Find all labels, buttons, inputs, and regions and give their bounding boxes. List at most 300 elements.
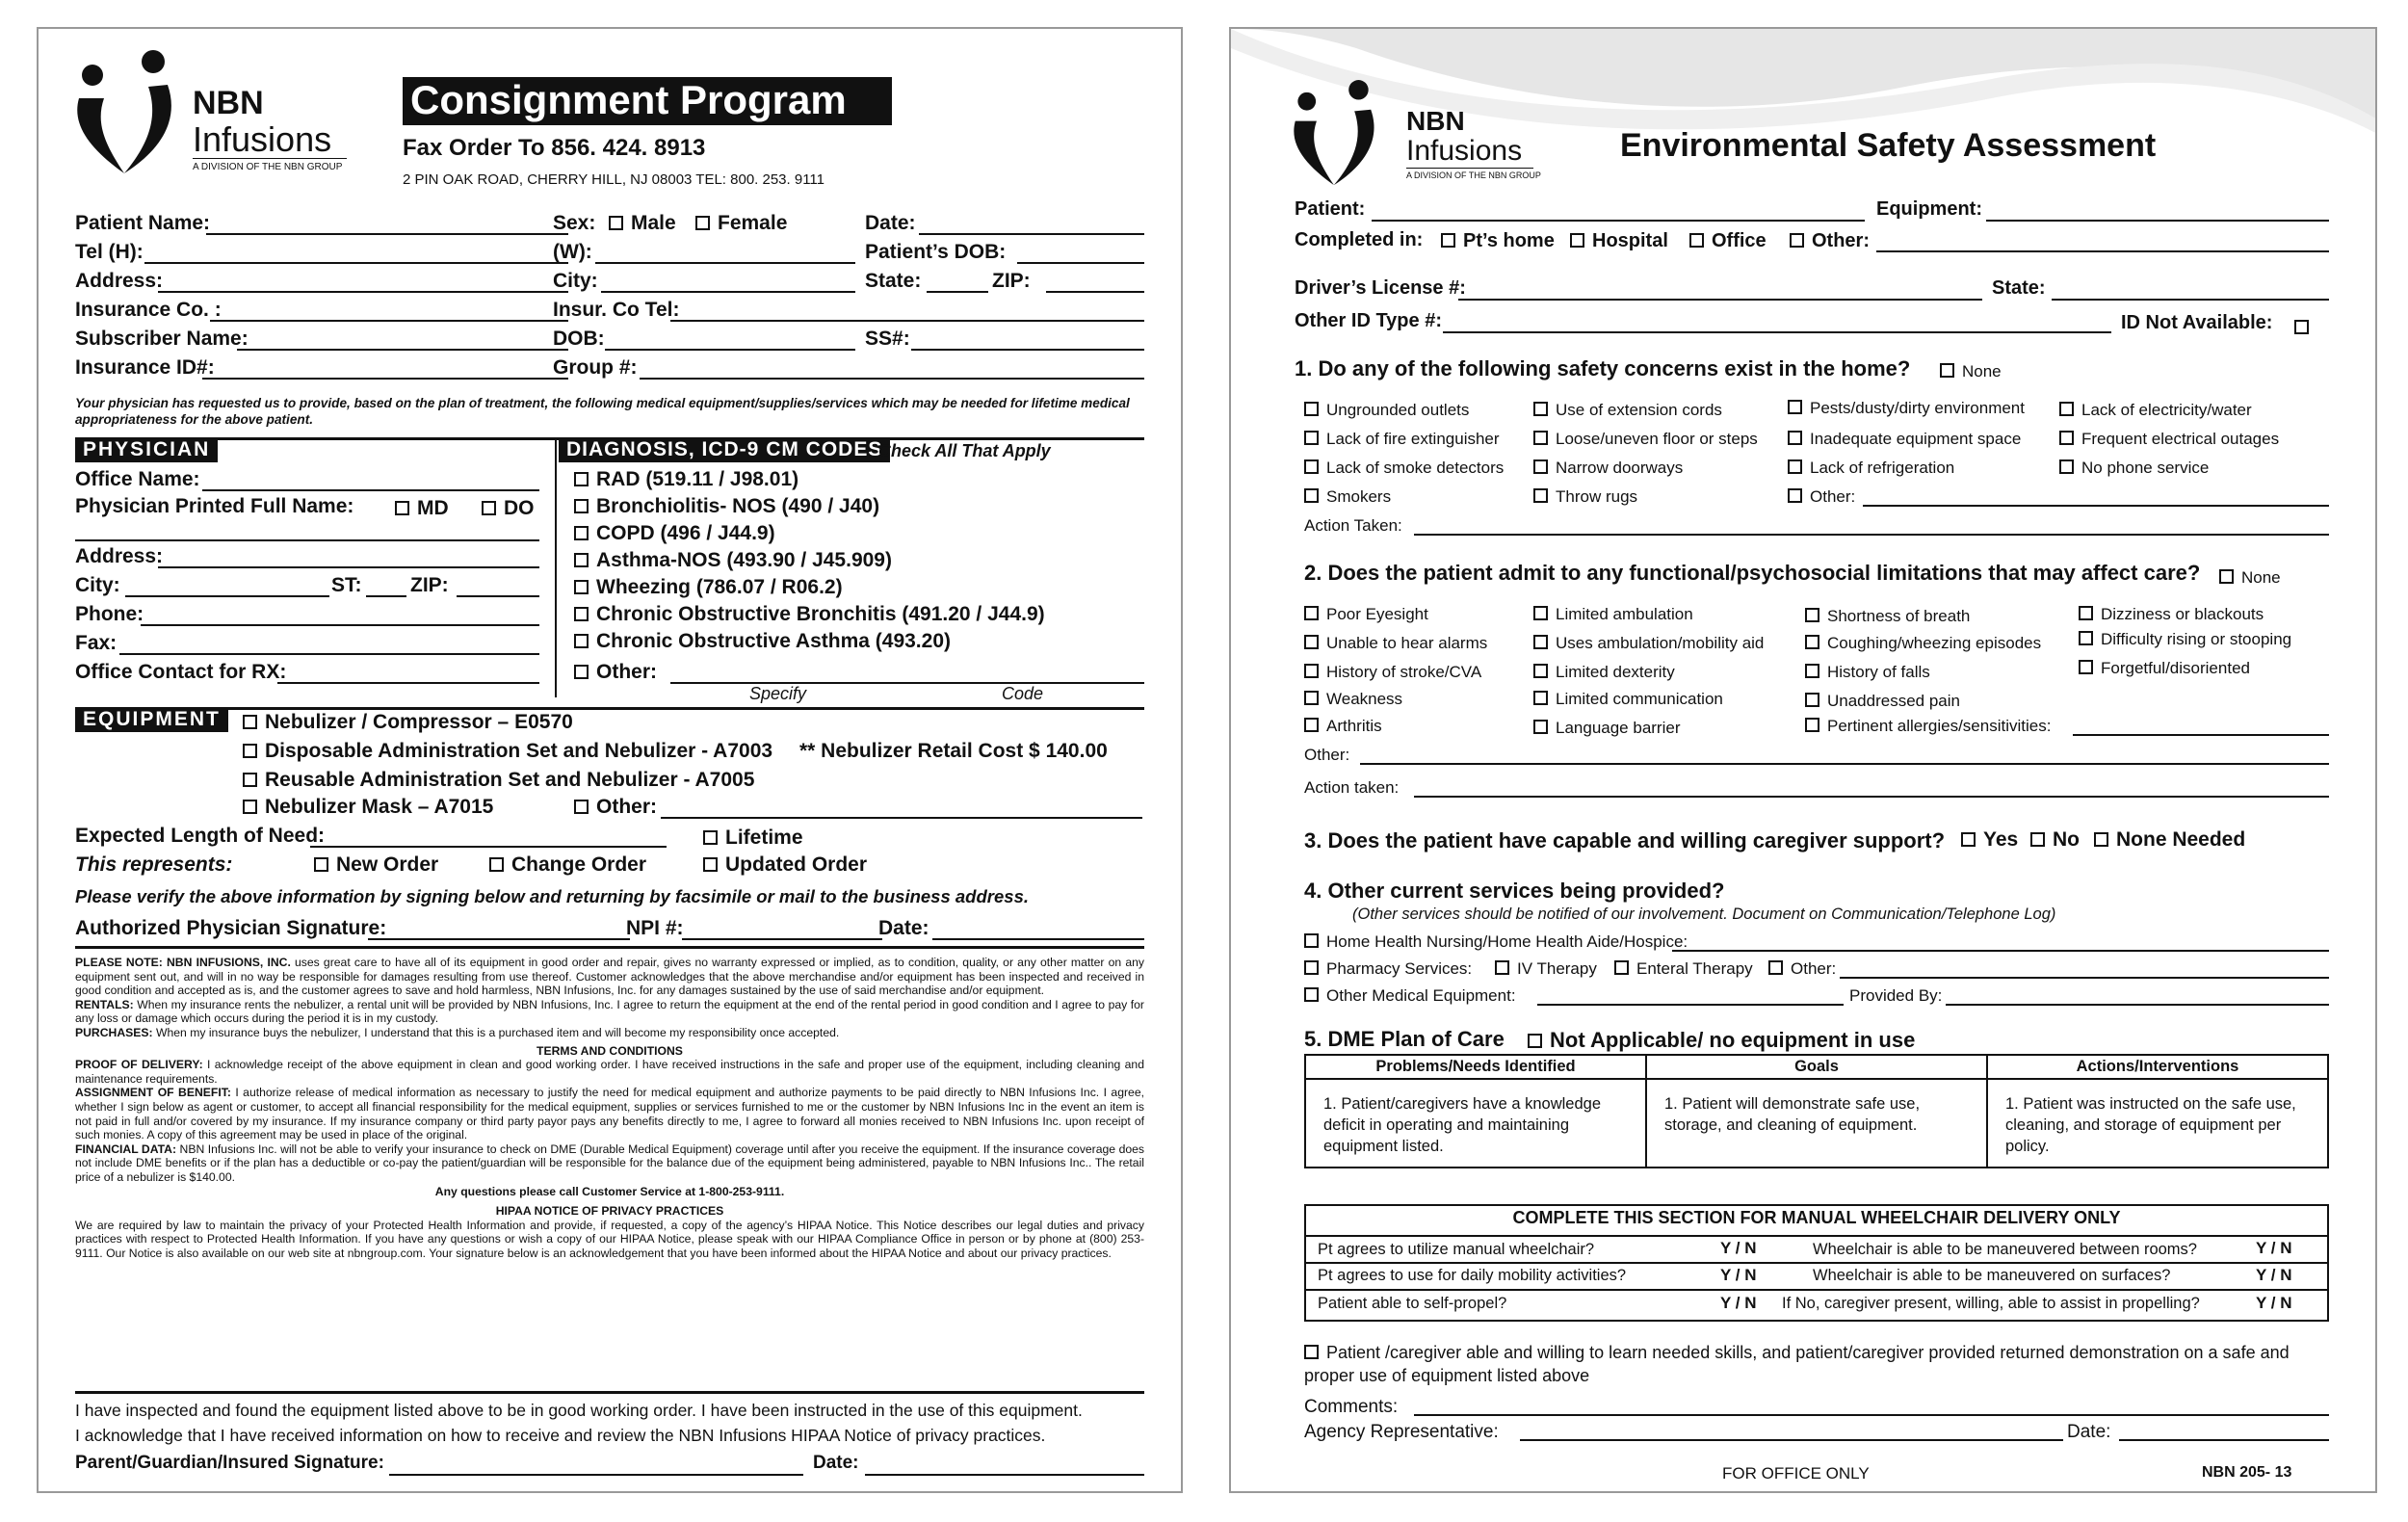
questions-line: Any questions please call Customer Service at 1-800-253-9111. [434,1184,785,1198]
q5-na[interactable] [1528,1028,1915,1053]
q1-c1-3[interactable] [1304,487,1391,507]
license-field[interactable] [1458,277,1982,301]
nbn-logo-icon-2 [1289,77,1383,195]
q2-c2-3-checkbox[interactable] [1533,691,1548,705]
q1-other-field[interactable] [1863,487,2329,507]
id-na-label: ID Not Available: [2121,312,2273,333]
consignment-form-page [37,27,1183,1493]
wc-q3-right: If No, caregiver present, willing, able to assist in propelling? [1782,1295,2200,1312]
office-contact-label: Office Contact for RX: [75,661,287,683]
q2-c4-2[interactable] [2079,659,2250,678]
q2-c3-0-checkbox[interactable] [1805,608,1819,622]
phys-st-label: ST: [331,574,362,596]
dx-copd-checkbox[interactable] [574,526,589,540]
loc-home-checkbox[interactable] [1441,233,1455,248]
dx-chronic-bronchitis-label: Chronic Obstructive Bronchitis (491.20 / J44.9) [596,603,1045,625]
zip-label: ZIP: [992,270,1031,292]
q1-c3-1-checkbox[interactable] [1788,431,1802,445]
q2-none-checkbox[interactable] [2219,569,2234,584]
dx-chronic-bronchitis[interactable] [574,603,1045,626]
q2-other-label: Other: [1304,746,1350,764]
other-id-label: Other ID Type #: [1295,310,1442,331]
q2-c2-3[interactable] [1533,690,1723,709]
equip-compressor-checkbox[interactable] [243,715,257,729]
phys-city-field[interactable] [125,574,329,597]
dx-other[interactable] [574,661,657,684]
logo-sub: Infusions [193,119,332,159]
dme-cell-goal: 1. Patient will demonstrate safe use, storage, and cleaning of equipment. [1646,1079,1987,1168]
please-note-text: uses great care to have all of its equipment in good order and repair, gives no warranty expressed or implied, as to condition, quality, or any other matter on any equipment sent out, and will in no way be responsible for damages resulting from use thereof. Customer acknowledges that the above merchandise and/or equipment has been inspected and received in good condition and accepted as is, and the customer agrees to save and hold harmless, NBN Infusions, Inc. for any damages sustained by the use of said merchandise and/or equipment. [75,956,1144,998]
code-caption: Code [1002,684,1044,703]
q1-c2-2-checkbox[interactable] [1533,459,1548,474]
q2-c2-1-checkbox[interactable] [1533,635,1548,649]
q2-c1-3[interactable] [1304,690,1402,709]
group-label: Group #: [553,356,638,379]
subscriber-field[interactable] [237,328,568,351]
female-option[interactable] [695,212,787,235]
q4-home-health-field[interactable] [1672,932,2329,952]
q2-c4-0[interactable] [2079,605,2264,624]
esa-date-label: Date: [2067,1422,2111,1442]
q4-iv[interactable] [1495,959,1597,979]
q2-c1-1-checkbox[interactable] [1304,635,1319,649]
q1-c1-1-label: Lack of fire extinguisher [1326,430,1500,448]
q2-c1-0-label: Poor Eyesight [1326,605,1428,623]
npi-field[interactable] [682,917,882,940]
q4-provided-by-field[interactable] [1946,986,2329,1006]
signature-date-field[interactable] [932,917,1144,940]
q2-c2-4-checkbox[interactable] [1533,720,1548,734]
q1-none-label: None [1962,362,2002,380]
loc-hospital[interactable] [1570,230,1668,252]
q1-c3-3[interactable] [1788,487,1855,507]
q2-c2-0[interactable] [1533,605,1693,624]
acknowledge-statement: I acknowledge that I have received information on how to receive and review the NBN Infusions HIPAA Notice of privacy practices. [75,1426,1046,1445]
wc-q3-right-yn[interactable]: Y / N [2256,1294,2292,1312]
q1-c1-3-checkbox[interactable] [1304,488,1319,503]
insurance-co-field[interactable] [210,299,568,322]
office-contact-field[interactable] [277,661,539,684]
do-option[interactable] [482,497,535,520]
state-field[interactable] [927,270,988,293]
updated-order-label: Updated Order [725,853,868,876]
q2-c4-1-checkbox[interactable] [2079,631,2093,645]
updated-order-checkbox[interactable] [703,857,718,872]
esa-patient-label: Patient: [1295,198,1366,220]
q2-c1-0-checkbox[interactable] [1304,606,1319,620]
q2-c3-0[interactable] [1805,607,1970,626]
insur-tel-label: Insur. Co Tel: [553,299,680,321]
expected-length-field[interactable] [310,825,667,848]
parent-signature-field[interactable] [389,1453,803,1476]
address-field[interactable] [158,270,568,293]
work-tel-label: (W): [553,241,592,263]
environmental-safety-page [1229,27,2377,1493]
specify-caption: Specify [749,684,807,703]
q1-c2-2-label: Narrow doorways [1556,459,1684,477]
logo-tagline: A DIVISION OF THE NBN GROUP [193,158,347,172]
q2-action-field[interactable] [1414,778,2329,798]
q1-c4-1-checkbox[interactable] [2059,431,2074,445]
q1-c4-2-checkbox[interactable] [2059,459,2074,474]
esa-title: Environmental Safety Assessment [1620,127,2157,164]
q2-none-label: None [2241,568,2281,587]
q4-pharmacy-label: Pharmacy Services: [1326,959,1473,978]
equip-reusable-label: Reusable Administration Set and Nebulizer - A7005 [265,769,755,791]
phys-fax-label: Fax: [75,632,118,654]
q2-c3-3-checkbox[interactable] [1805,693,1819,707]
dob-field[interactable] [605,328,855,351]
equip-reusable-checkbox[interactable] [243,773,257,787]
q2-c4-2-label: Forgetful/disoriented [2101,659,2250,677]
q1-c2-0-label: Use of extension cords [1556,401,1722,419]
license-state-field[interactable] [2052,277,2329,301]
md-checkbox[interactable] [395,501,409,515]
phys-address-field[interactable] [158,545,539,568]
patient-name-label: Patient Name: [75,212,211,234]
q2-c1-2-checkbox[interactable] [1304,664,1319,678]
q1-c1-2-checkbox[interactable] [1304,459,1319,474]
q2-c1-4[interactable] [1304,717,1382,736]
q1-c3-2-checkbox[interactable] [1788,459,1802,474]
new-order-option[interactable] [314,853,438,877]
q2-c1-2-label: History of stroke/CVA [1326,663,1482,681]
q4-other-medical-checkbox[interactable] [1304,987,1319,1002]
equip-reusable[interactable] [243,769,754,792]
q4-enteral-label: Enteral Therapy [1636,959,1753,978]
q3-no-checkbox[interactable] [2030,832,2045,847]
loc-office[interactable] [1689,230,1767,252]
q2-c2-4-label: Language barrier [1556,719,1681,737]
q2-c4-0-checkbox[interactable] [2079,606,2093,620]
equipment-rule [75,707,1144,710]
q2-c3-1-checkbox[interactable] [1805,635,1819,649]
caregiver-statement-text: Patient /caregiver able and willing to learn needed skills, and patient/caregiver provided returned demonstration on a safe and proper use of equipment listed above [1304,1343,2290,1385]
phys-st-field[interactable] [366,574,406,597]
equip-compressor[interactable] [243,711,573,734]
loc-other-field[interactable] [1876,229,2329,252]
nebulizer-retail-cost: ** Nebulizer Retail Cost $ 140.00 [799,740,1108,762]
parent-signature-label: Parent/Guardian/Insured Signature: [75,1453,384,1473]
q2-c3-2-checkbox[interactable] [1805,664,1819,678]
q2-c2-2-checkbox[interactable] [1533,664,1548,678]
q2-c1-2[interactable] [1304,663,1481,682]
proof-text: I acknowledge receipt of the above equipment in clean and good working order. I have received instructions in the safe and proper use of the equipment, including cleaning and maintenance requirements. [75,1058,1144,1086]
wc-q1-left-yn[interactable]: Y / N [1720,1239,1757,1257]
loc-hospital-checkbox[interactable] [1570,233,1584,248]
q1-c2-3[interactable] [1533,487,1637,507]
q1-c2-0[interactable] [1533,401,1722,420]
parent-date-label: Date: [813,1453,859,1473]
phys-zip-label: ZIP: [410,574,449,596]
patient-dob-field[interactable] [1017,241,1144,264]
proof-lead: PROOF OF DELIVERY: [75,1058,203,1072]
q1-c2-0-checkbox[interactable] [1533,402,1548,416]
equip-other-checkbox[interactable] [574,800,589,814]
q2-c2-2[interactable] [1533,663,1675,682]
md-label: MD [417,497,449,519]
q2-c1-3-label: Weakness [1326,690,1403,708]
q4-home-health-checkbox[interactable] [1304,933,1319,948]
wheelchair-title: COMPLETE THIS SECTION FOR MANUAL WHEELCHAIR DELIVERY ONLY [1512,1208,2121,1227]
wc-q3-left-yn[interactable]: Y / N [1720,1294,1757,1312]
q1-c4-1[interactable] [2059,430,2279,449]
q2-c2-4[interactable] [1533,719,1680,738]
legal-block [75,956,1144,1260]
dx-copd[interactable] [574,522,775,545]
patient-name-field[interactable] [206,212,568,235]
lifetime-option[interactable] [703,827,803,850]
other-id-field[interactable] [1443,310,2111,333]
q2-c1-1[interactable] [1304,634,1487,653]
q2-c1-4-checkbox[interactable] [1304,718,1319,732]
esa-patient-field[interactable] [1372,198,1865,222]
dx-asthma-label: Asthma-NOS (493.90 / J45.909) [596,549,892,571]
q2-c3-3[interactable] [1805,692,1960,711]
q2-c3-4-checkbox[interactable] [1805,718,1819,732]
lifetime-checkbox[interactable] [703,830,718,845]
q1-c3-0-checkbox[interactable] [1788,400,1802,414]
loc-home[interactable] [1441,230,1555,252]
q1-action-field[interactable] [1414,516,2329,536]
dx-chronic-asthma-checkbox[interactable] [574,634,589,648]
q2-c1-0[interactable] [1304,605,1428,624]
phys-address-label: Address: [75,545,164,567]
wc-q2-left-yn[interactable]: Y / N [1720,1266,1757,1284]
q2-other-field[interactable] [1360,746,2329,765]
q1-c4-0-label: Lack of electricity/water [2081,401,2252,419]
dx-rad[interactable] [574,468,798,491]
q1-none[interactable] [1940,362,2002,381]
q2-c3-3-label: Unaddressed pain [1827,692,1960,710]
male-checkbox[interactable] [609,216,623,230]
q4-title: 4. Other current services being provided? [1304,879,1725,903]
loc-office-checkbox[interactable] [1689,233,1704,248]
zip-field[interactable] [1046,270,1144,293]
check-all-note: Check All That Apply [878,441,1051,460]
dx-asthma-checkbox[interactable] [574,553,589,567]
q4-iv-checkbox[interactable] [1495,960,1509,975]
agency-rep-field[interactable] [1520,1422,2063,1441]
dx-chronic-asthma[interactable] [574,630,951,653]
q4-other-medical-field[interactable] [1537,986,1844,1006]
dx-chronic-asthma-label: Chronic Obstructive Asthma (493.20) [596,630,951,652]
q2-c3-1[interactable] [1805,634,2041,653]
state-label: State: [865,270,922,292]
female-checkbox[interactable] [695,216,710,230]
phys-zip-field[interactable] [457,574,539,597]
q4-enteral-checkbox[interactable] [1614,960,1629,975]
logo-name-2: NBN [1406,106,1465,136]
address-label: Address: [75,270,164,292]
loc-hospital-label: Hospital [1592,230,1668,251]
q3-yes-label: Yes [1983,828,2019,851]
equip-other[interactable] [574,796,657,819]
subscriber-label: Subscriber Name: [75,328,249,350]
legal-rule-bottom [75,1391,1144,1394]
represents-label: This represents: [75,853,233,876]
q4-other[interactable] [1768,959,1836,979]
date-field[interactable] [919,212,1144,235]
city-field[interactable] [601,270,855,293]
loc-other[interactable] [1790,230,1870,252]
q2-allergies-field[interactable] [2073,717,2329,736]
q3-none[interactable] [2094,828,2245,852]
caregiver-statement-checkbox[interactable] [1304,1345,1319,1359]
sex-label: Sex: [553,212,596,234]
dme-cell-action: 1. Patient was instructed on the safe use, cleaning, and storage of equipment per policy. [1987,1079,2328,1168]
q1-c1-1-checkbox[interactable] [1304,431,1319,445]
wc-q3-left: Patient able to self-propel? [1318,1295,1507,1312]
q3-yes[interactable] [1961,828,2018,852]
q2-c3-2[interactable] [1805,663,1930,682]
q1-none-checkbox[interactable] [1940,363,1954,378]
work-tel-field[interactable] [595,241,855,264]
do-checkbox[interactable] [482,501,496,515]
physician-header: PHYSICIAN [75,437,218,462]
company-address: 2 PIN OAK ROAD, CHERRY HILL, NJ 08003 TEL: 800. 253. 9111 [403,171,825,188]
nbn-logo-icon [71,48,182,183]
q1-c1-2[interactable] [1304,459,1504,478]
q1-c1-0[interactable] [1304,401,1469,420]
q4-pharmacy[interactable] [1304,959,1472,979]
q1-c2-3-checkbox[interactable] [1533,488,1548,503]
caregiver-statement[interactable] [1304,1341,2329,1387]
group-field[interactable] [640,356,1144,380]
dx-other-checkbox[interactable] [574,665,589,679]
q5-na-checkbox[interactable] [1528,1034,1542,1048]
q2-c2-1[interactable] [1533,634,1764,653]
phys-phone-field[interactable] [141,603,539,626]
office-name-field[interactable] [202,468,539,491]
q2-c1-3-checkbox[interactable] [1304,691,1319,705]
q4-iv-label: IV Therapy [1517,959,1597,978]
esa-date-field[interactable] [2119,1422,2329,1441]
q1-c4-2[interactable] [2059,459,2209,478]
q3-none-checkbox[interactable] [2094,832,2108,847]
q2-c3-4[interactable] [1805,717,2051,736]
hipaa-title: HIPAA NOTICE OF PRIVACY PRACTICES [495,1204,724,1219]
q1-c4-1-label: Frequent electrical outages [2081,430,2280,448]
q4-home-health[interactable] [1304,932,1688,952]
q1-c2-1[interactable] [1533,430,1758,449]
new-order-checkbox[interactable] [314,857,328,872]
logo-name: NBN [193,85,264,121]
dme-cell-problem: 1. Patient/caregivers have a knowledge deficit in operating and maintaining equipment listed. [1305,1079,1646,1168]
q2-c4-2-checkbox[interactable] [2079,660,2093,674]
q4-other-label: Other: [1791,959,1837,978]
insurance-co-label: Insurance Co. : [75,299,222,321]
tel-field[interactable] [144,241,568,264]
loc-other-checkbox[interactable] [1790,233,1804,248]
dx-bronchiolitis[interactable] [574,495,879,518]
q1-c3-0[interactable] [1788,399,2025,418]
equip-mask[interactable] [243,796,493,819]
wc-q2-right-yn[interactable]: Y / N [2256,1266,2292,1284]
license-state-label: State: [1992,277,2046,299]
dx-other-field[interactable] [670,661,1144,684]
q1-title: 1. Do any of the following safety concerns exist in the home? [1295,356,1911,380]
q1-c2-2[interactable] [1533,459,1683,478]
id-na-option[interactable] [2294,320,2316,338]
id-na-checkbox[interactable] [2294,320,2309,334]
q2-c4-1-label: Difficulty rising or stooping [2101,630,2292,648]
md-option[interactable] [395,497,449,520]
change-order-option[interactable] [489,853,646,877]
q2-c4-1[interactable] [2079,630,2291,649]
q2-none[interactable] [2219,568,2281,588]
verify-note: Please verify the above information by signing below and returning by facsimile or mail to the business address. [75,886,1029,906]
male-label: Male [631,212,676,234]
phys-fax-field[interactable] [119,632,539,655]
q4-note: (Other services should be notified of our involvement. Document on Communication/Telephone Log) [1352,905,2056,923]
equip-other-field[interactable] [661,796,1142,819]
ss-field[interactable] [911,328,1144,351]
q1-c3-3-checkbox[interactable] [1788,488,1802,503]
dme-header-row [1305,1055,2328,1079]
q1-c1-1[interactable] [1304,430,1500,449]
fax-order: Fax Order To 856. 424. 8913 [403,135,706,161]
change-order-checkbox[interactable] [489,857,504,872]
q2-c2-0-label: Limited ambulation [1556,605,1693,623]
equip-mask-checkbox[interactable] [243,800,257,814]
loc-other-label: Other: [1812,230,1870,251]
q3-no[interactable] [2030,828,2080,852]
q1-c4-0-checkbox[interactable] [2059,402,2074,416]
comments-field[interactable] [1414,1397,2329,1416]
q1-c3-2-label: Lack of refrigeration [1810,459,1955,477]
q1-c1-2-label: Lack of smoke detectors [1326,459,1505,477]
npi-label: NPI #: [626,917,684,939]
q1-c3-2[interactable] [1788,459,1954,478]
q4-other-medical[interactable] [1304,986,1516,1006]
equip-disposable-checkbox[interactable] [243,744,257,758]
dx-wheezing-checkbox[interactable] [574,580,589,594]
q4-pharmacy-checkbox[interactable] [1304,960,1319,975]
dx-rad-checkbox[interactable] [574,472,589,486]
insurance-id-field[interactable] [202,356,568,380]
q1-c2-1-checkbox[interactable] [1533,431,1548,445]
page-title: Consignment Program [410,77,847,122]
insur-tel-field[interactable] [670,299,1144,322]
dx-asthma[interactable] [574,549,892,572]
license-label: Driver’s License #: [1295,277,1466,299]
physician-signature-field[interactable] [368,917,630,940]
q4-other-checkbox[interactable] [1768,960,1783,975]
dx-wheezing[interactable] [574,576,843,599]
q2-c2-0-checkbox[interactable] [1533,606,1548,620]
equip-disposable[interactable] [243,740,772,763]
dx-bronchiolitis-checkbox[interactable] [574,499,589,513]
wc-q1-right-yn[interactable]: Y / N [2256,1239,2292,1257]
q2-c2-2-label: Limited dexterity [1556,663,1675,681]
q2-title: 2. Does the patient admit to any functional/psychosocial limitations that may affect care? [1304,561,2201,585]
updated-order-option[interactable] [703,853,867,877]
q3-yes-checkbox[interactable] [1961,832,1976,847]
male-option[interactable] [609,212,676,235]
loc-office-label: Office [1712,230,1767,251]
q1-c3-1[interactable] [1788,430,2021,449]
dx-chronic-bronchitis-checkbox[interactable] [574,607,589,621]
parent-date-field[interactable] [865,1453,1144,1476]
q4-other-field[interactable] [1840,959,2329,979]
q1-c1-0-checkbox[interactable] [1304,402,1319,416]
office-only-note: FOR OFFICE ONLY [1722,1464,1870,1483]
printed-name-field[interactable] [75,518,539,541]
esa-equipment-field[interactable] [1986,198,2329,222]
q4-enteral[interactable] [1614,959,1753,979]
q1-c4-0[interactable] [2059,401,2252,420]
